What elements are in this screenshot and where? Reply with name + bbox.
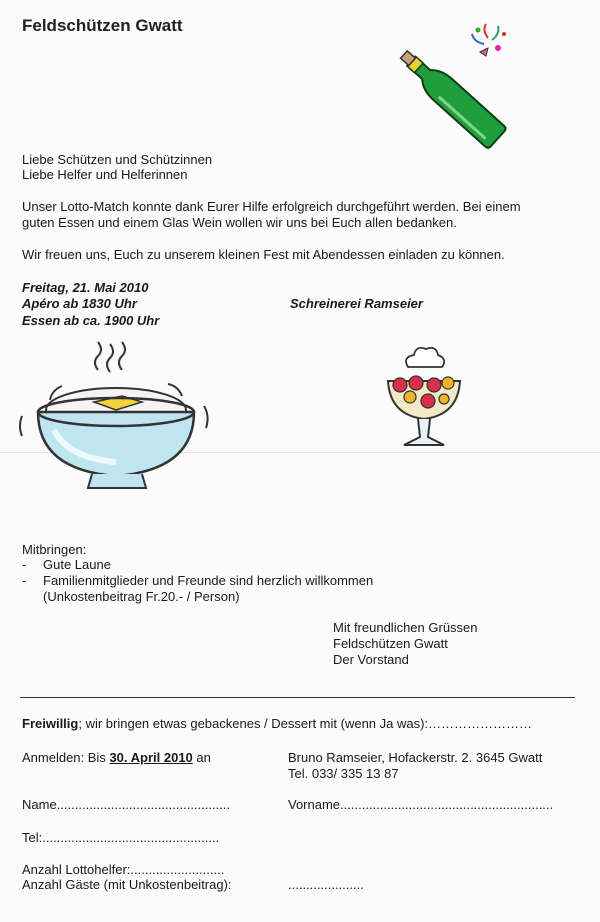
bring-bullet-2: - (22, 573, 27, 588)
closing-line-1: Mit freundlichen Grüssen (333, 620, 478, 635)
register-suffix: an (192, 750, 211, 765)
invitation-text: Wir freuen uns, Euch zu unserem kleinen Fest mit Abendessen einladen zu können. (22, 247, 505, 262)
event-date: Freitag, 21. Mai 2010 (22, 280, 149, 295)
bring-heading: Mitbringen: (22, 542, 87, 557)
gaeste-label: Anzahl Gäste (mit Unkostenbeitrag): (22, 877, 232, 892)
name-row (22, 797, 230, 813)
name-label: Name (22, 797, 57, 812)
freiwillig-text: ; wir bringen etwas gebackenes / Dessert mit (wenn Ja was): (78, 716, 429, 731)
gaeste-field[interactable]: ..................... (288, 877, 364, 892)
register-deadline: 30. April 2010 (109, 750, 193, 765)
event-apero: Apéro ab 1830 Uhr (22, 296, 137, 311)
dessert-field[interactable]: …………………… (428, 716, 533, 731)
champagne-bottle-icon (380, 18, 520, 163)
tel-field[interactable]: ................................................. (42, 830, 220, 845)
lottohelfer-label: Anzahl Lottohelfer: (22, 862, 131, 877)
lottohelfer-row (22, 862, 224, 878)
tel-label: Tel: (22, 830, 43, 845)
register-prefix: Anmelden: Bis (22, 750, 110, 765)
freiwillig-label: Freiwillig (22, 716, 79, 731)
intro-line-1: Unser Lotto-Match konnte dank Eurer Hilfe erfolgreich durchgeführt werden. Bei einem (22, 199, 521, 214)
cost-note: (Unkostenbeitrag Fr.20.- / Person) (43, 589, 240, 604)
event-location: Schreinerei Ramseier (290, 296, 423, 311)
name-field[interactable]: ................................................ (56, 797, 231, 812)
greeting-line-2: Liebe Helfer und Helferinnen (22, 167, 188, 182)
bring-item-2: Familienmitglieder und Freunde sind herzlich willkommen (43, 573, 374, 588)
page-title: Feldschützen Gwatt (22, 16, 183, 35)
bring-item-1: Gute Laune (43, 557, 111, 572)
contact-phone: Tel. 033/ 335 13 87 (288, 766, 399, 781)
vorname-label: Vorname (288, 797, 341, 812)
contact-address: Bruno Ramseier, Hofackerstr. 2. 3645 Gwatt (288, 750, 543, 765)
intro-line-2: guten Essen und einem Glas Wein wollen wir uns bei Euch allen bedanken. (22, 215, 457, 230)
vorname-field[interactable]: ........................................................... (340, 797, 554, 812)
event-dinner: Essen ab ca. 1900 Uhr (22, 313, 160, 328)
closing-line-2: Feldschützen Gwatt (333, 636, 448, 651)
greeting-line-1: Liebe Schützen und Schützinnen (22, 152, 213, 167)
register-row (22, 750, 211, 766)
lottohelfer-field[interactable]: .......................... (130, 862, 225, 877)
steaming-bowl-icon (18, 340, 218, 495)
dessert-cup-icon (380, 345, 470, 455)
closing-line-3: Der Vorstand (333, 652, 409, 667)
bring-bullet-1: - (22, 557, 27, 572)
dessert-row (22, 716, 532, 732)
vorname-row (288, 797, 553, 813)
tel-row (22, 830, 219, 846)
form-divider (20, 697, 575, 698)
